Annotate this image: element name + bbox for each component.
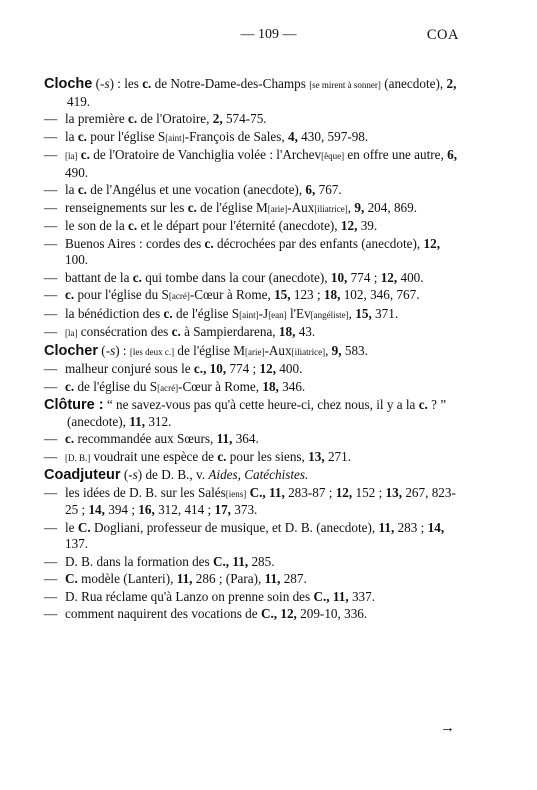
subentry: — [la] consécration des c. à Sampierdarena, 18, 43. (44, 324, 316, 339)
subentry: — la bénédiction des c. de l'église S[aint]-J[ean] l'Ev[angéliste], 15, 371. (44, 305, 399, 321)
subentry: — la c. pour l'église S[aint]-François de Sales, 4, 430, 597-98. (44, 128, 369, 144)
subentry: — renseignements sur les c. de l'église M[arie]-Aux[iliatrice], 9, 204, 869. (44, 199, 418, 215)
continued-arrow-icon: → (440, 720, 455, 736)
running-head: COA (426, 27, 459, 43)
entry-clocher: Clocher (-s) : [les deux c.] de l'église M[arie]-Aux[iliatrice], 9, 583. (44, 342, 368, 359)
subentry: — Buenos Aires : cordes des c. décrochées par des enfants (anecdote), 12, 100. (44, 235, 440, 267)
subentry: — D. Rua réclame qu'à Lanzo on prenne soin des C., 11, 337. (44, 588, 376, 604)
subentry: — malheur conjuré sous le c., 10, 774 ; 12, 400. (44, 361, 303, 376)
subentry: — la c. de l'Angélus et une vocation (anecdote), 6, 767. (44, 182, 342, 197)
subentry: — D. B. dans la formation des C., 11, 285. (44, 553, 275, 569)
entry-cloche: Cloche (-s) : les c. de Notre-Dame-des-Champs [se mirent à sonner] (anecdote), 2, 419. (44, 76, 457, 109)
headword-cloture: Clôture : (44, 397, 104, 413)
subentry: — c. recommandée aux Sœurs, 11, 364. (44, 431, 259, 446)
subentry: — comment naquirent des vocations de C., 12, 209-10, 336. (44, 606, 368, 621)
subentry: — le C. Dogliani, professeur de musique, et D. B. (anecdote), 11, 283 ; 14, 137. (44, 519, 445, 551)
subentry: — C. modèle (Lanteri), 11, 286 ; (Para), 11, 287. (44, 571, 307, 586)
subentry: — c. pour l'église du S[acré]-Cœur à Rome, 15, 123 ; 18, 102, 346, 767. (44, 287, 420, 302)
page-number: — 109 — (240, 27, 297, 42)
headword-coadjuteur: Coadjuteur (44, 467, 121, 483)
headword-clocher: Clocher (44, 342, 98, 359)
subentry: — les idées de D. B. sur les Salés[iens] C., 11, 283-87 ; 12, 152 ; 13, 267, 823-25 ; 14, 394 ; 16, 312, 414 ; 17, 373. (44, 484, 456, 517)
subentry: — [D. B.] voudrait une espèce de c. pour les siens, 13, 271. (44, 448, 352, 464)
subentry: — la première c. de l'Oratoire, 2, 574-75. (44, 111, 267, 126)
page-header (0, 27, 537, 47)
subentry: — c. de l'église du S[acré]-Cœur à Rome, 18, 346. (44, 378, 306, 394)
subentry: — battant de la c. qui tombe dans la cour (anecdote), 10, 774 ; 12, 400. (44, 269, 424, 285)
entry-cloture: Clôture : “ ne savez-vous pas qu'à cette heure-ci, chez nous, il y a la c. ? ” (anecdote), 11, 312. (44, 397, 447, 429)
index-content (44, 76, 459, 624)
subentry: — [la] c. de l'Oratoire de Vanchiglia volée : l'Archev[êque] en offre une autre, 6, 490. (44, 147, 458, 180)
subentry: — le son de la c. et le départ pour l'éternité (anecdote), 12, 39. (44, 218, 378, 233)
entry-coadjuteur: Coadjuteur (-s) de D. B., v. Aides, Catéchistes. (44, 467, 309, 483)
headword-cloche: Cloche (44, 76, 93, 92)
